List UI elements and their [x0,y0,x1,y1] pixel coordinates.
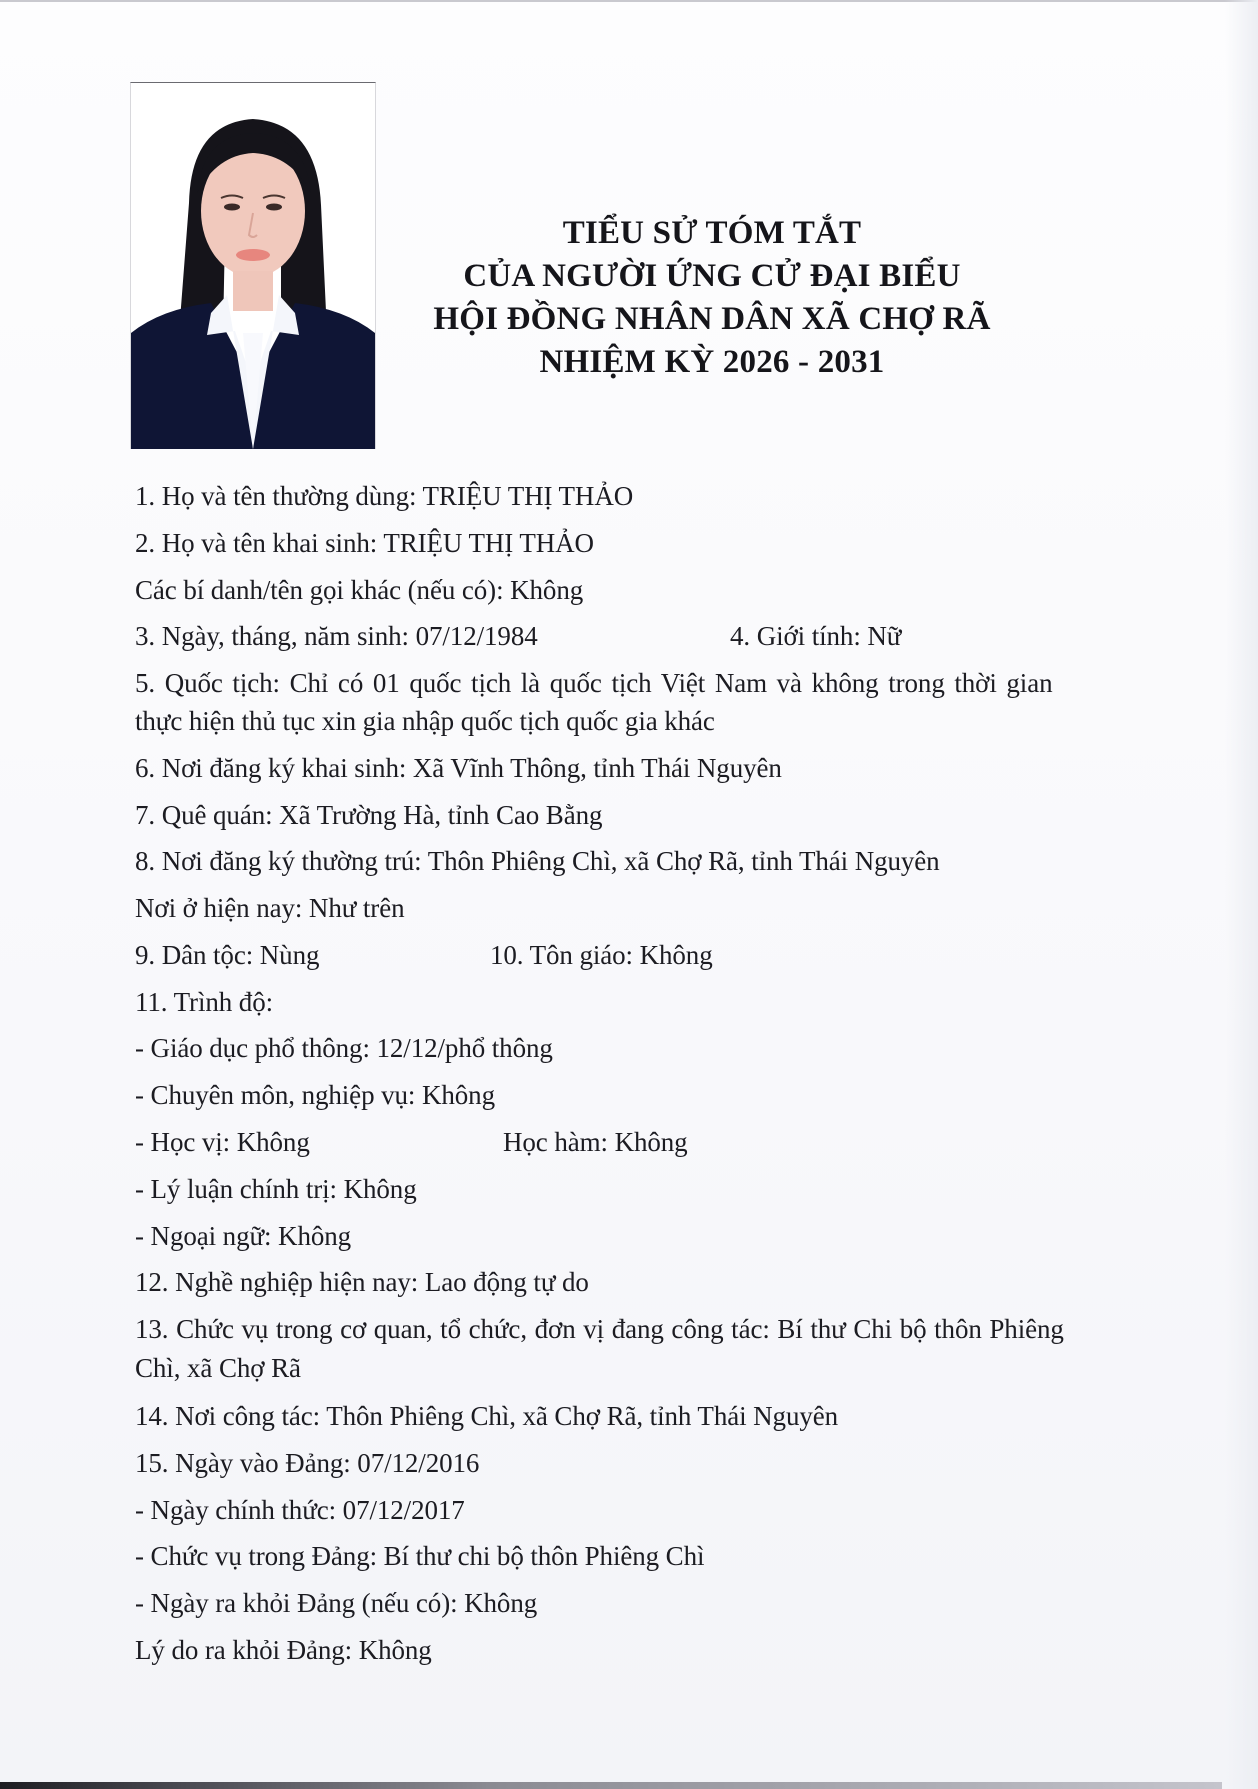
title-line-3: HỘI ĐỒNG NHÂN DÂN XÃ CHỢ RÃ [433,301,991,337]
field-workplace: 14. Nơi công tác: Thôn Phiêng Chì, xã Chợ Rã, tỉnh Thái Nguyên [135,1401,839,1431]
field-occupation: 12. Nghề nghiệp hiện nay: Lao động tự do [135,1267,589,1297]
field-hometown: 7. Quê quán: Xã Trường Hà, tỉnh Cao Bằng [135,800,603,830]
field-academic-degree: - Học vị: Không [135,1127,310,1157]
title-line-4: NHIỆM KỲ 2026 - 2031 [539,344,885,380]
field-position-line-1: 13. Chức vụ trong cơ quan, tổ chức, đơn vị đang công tác: Bí thư Chi bộ thôn Phiêng [135,1314,1064,1344]
title-line-1: TIỂU SỬ TÓM TẮT [562,215,862,251]
row-degree-title [135,1126,1135,1158]
field-nationality-line-1: 5. Quốc tịch: Chỉ có 01 quốc tịch là quốc tịch Việt Nam và không trong thời gian [135,668,1053,698]
field-religion: 10. Tôn giáo: Không [490,940,713,970]
field-common-name: 1. Họ và tên thường dùng: TRIỆU THỊ THẢO [135,481,634,511]
field-party-leave-reason: Lý do ra khỏi Đảng: Không [135,1635,432,1665]
field-date-of-birth: 3. Ngày, tháng, năm sinh: 07/12/1984 [135,621,538,651]
field-birth-name: 2. Họ và tên khai sinh: TRIỆU THỊ THẢO [135,528,594,558]
row-dob-gender [135,620,1135,652]
field-general-education: - Giáo dục phổ thông: 12/12/phổ thông [135,1033,553,1063]
field-party-join-date: 15. Ngày vào Đảng: 07/12/2016 [135,1448,480,1478]
title-line-2: CỦA NGƯỜI ỨNG CỬ ĐẠI BIỂU [463,258,961,294]
scan-bottom-edge [0,1782,1222,1789]
field-party-leave-date: - Ngày ra khỏi Đảng (nếu có): Không [135,1588,538,1618]
portrait-photo [130,82,376,449]
scan-right-shade [1225,0,1258,1789]
portrait-image-icon [131,83,375,449]
field-nationality-line-2: thực hiện thủ tục xin gia nhập quốc tịch quốc gia khác [135,706,715,736]
field-foreign-language: - Ngoại ngữ: Không [135,1221,352,1251]
document-title [380,212,1044,384]
scan-top-edge [0,0,1258,2]
field-academic-title: Học hàm: Không [503,1127,688,1157]
field-education-heading: 11. Trình độ: [135,987,273,1017]
field-position-line-2: Chì, xã Chợ Rã [135,1353,301,1383]
field-permanent-residence: 8. Nơi đăng ký thường trú: Thôn Phiêng Chì, xã Chợ Rã, tỉnh Thái Nguyên [135,846,940,876]
row-ethnicity-religion [135,939,1135,971]
field-birth-registration: 6. Nơi đăng ký khai sinh: Xã Vĩnh Thông, tỉnh Thái Nguyên [135,753,782,783]
field-current-residence: Nơi ở hiện nay: Như trên [135,893,405,923]
field-party-official-date: - Ngày chính thức: 07/12/2017 [135,1495,465,1525]
field-political-theory: - Lý luận chính trị: Không [135,1174,417,1204]
field-gender: 4. Giới tính: Nữ [730,621,902,651]
field-professional-qualification: - Chuyên môn, nghiệp vụ: Không [135,1080,495,1110]
field-party-position: - Chức vụ trong Đảng: Bí thư chi bộ thôn Phiêng Chì [135,1541,705,1571]
field-aliases: Các bí danh/tên gọi khác (nếu có): Không [135,575,584,605]
field-ethnicity: 9. Dân tộc: Nùng [135,940,320,970]
